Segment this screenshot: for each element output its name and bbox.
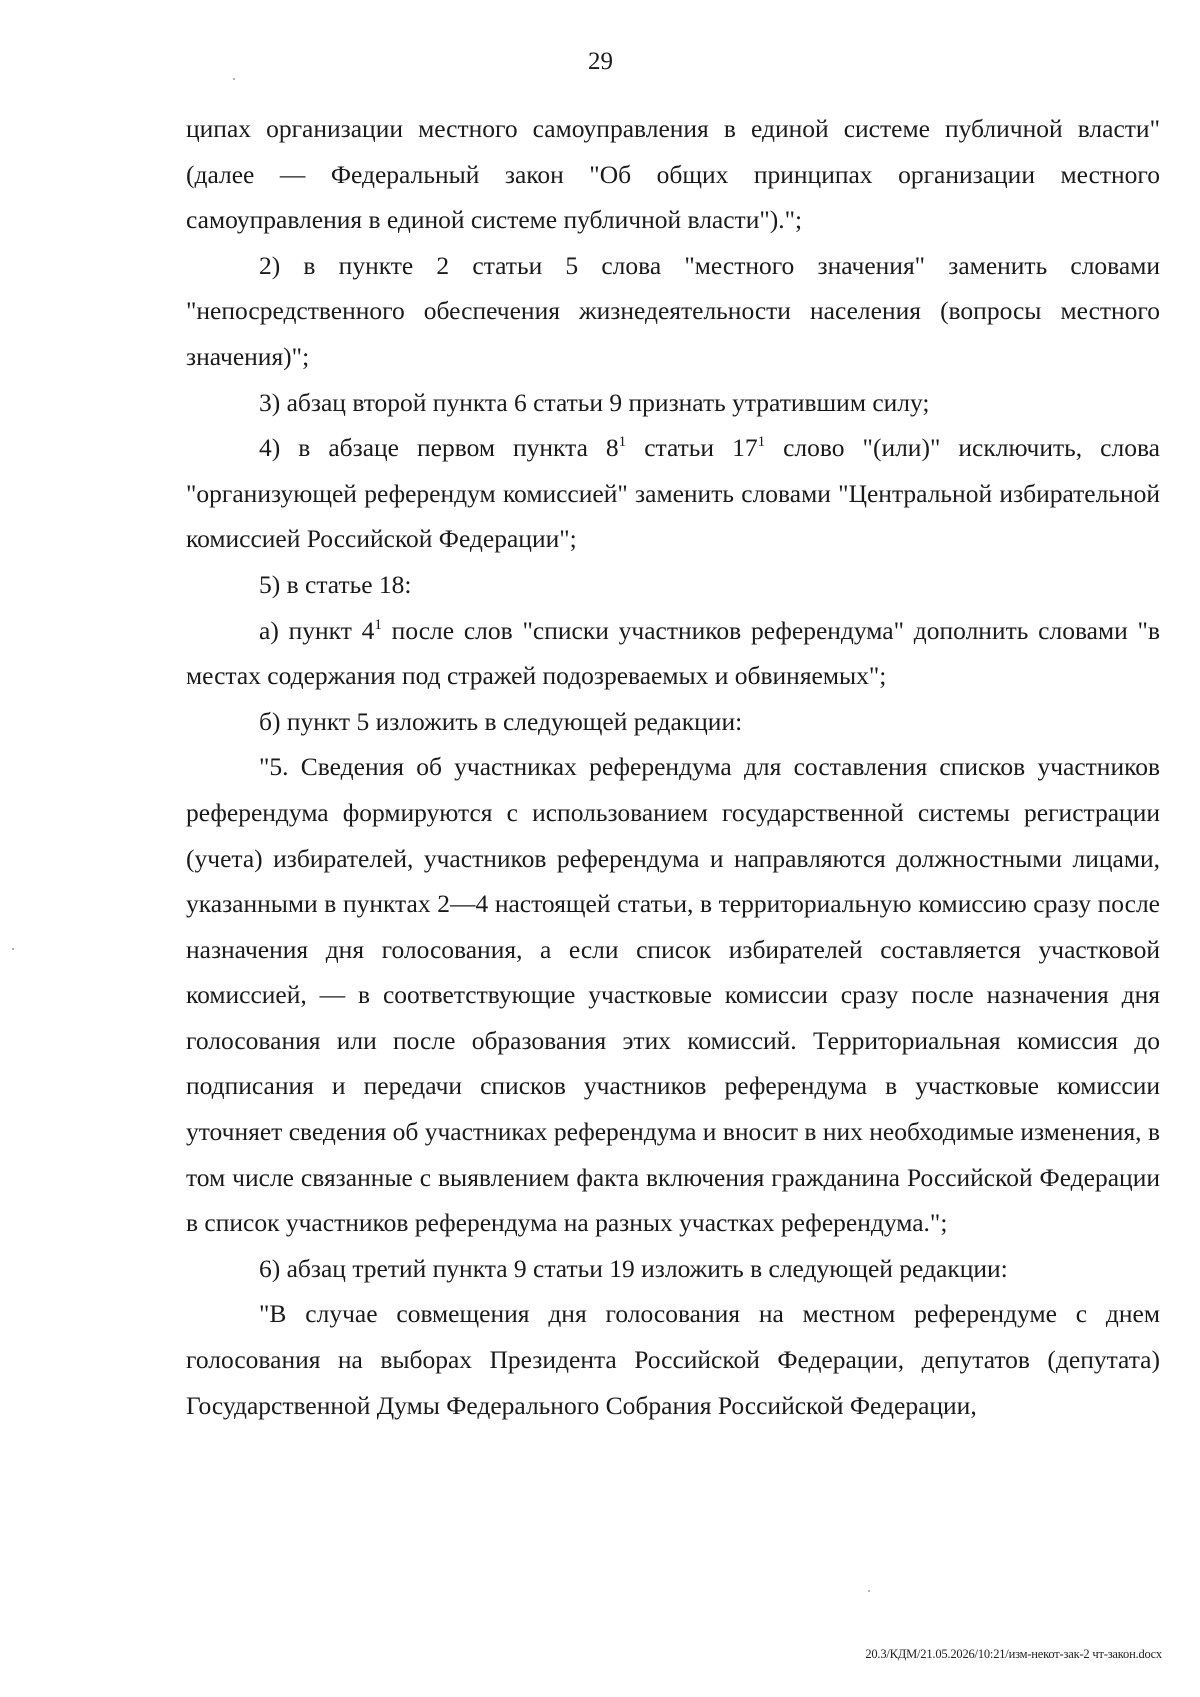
document-reference-footer: 20.3/КДМ/21.05.2026/10:21/изм-некот-зак-2 чт-закон.docx: [865, 1647, 1162, 1661]
scan-speck: [868, 1590, 870, 1592]
paragraph-item-4: [186, 425, 1160, 562]
superscript-1: 1: [618, 434, 627, 451]
paragraph-subitem-a: [186, 608, 1160, 699]
document-body: [186, 106, 1160, 1428]
paragraph-subitem-b: б) пункт 5 изложить в следующей редакции:: [259, 706, 743, 736]
paragraph-item-4-text-b: статьи 17: [626, 433, 758, 463]
paragraph-item-4-text-c: слово "(или)" исключить, слова "организующей референдум комиссией" заменить словами "Центральной избирательной комиссией Российской Федерации";: [186, 433, 1161, 554]
paragraph-item-4-text-a: 4) в абзаце первом пункта 8: [259, 433, 619, 463]
paragraph-item-2: 2) в пункте 2 статьи 5 слова "местного значения" заменить словами "непосредственного обеспечения жизнедеятельности населения (вопросы местного значения)";: [186, 250, 1160, 371]
quoted-paragraph-5: "5. Сведения об участниках референдума для составления списков участников референдума формируются с использованием государственной системы регистрации (учета) избирателей, участников референдума и направляются должностными лицами, указанными в пунктах 2—4 настоящей статьи, в территориальную комиссию сразу после назначения дня голосования, а если список избирателей составляется участковой комиссией, — в соответствующие участковые комиссии сразу после назначения дня голосования или после образования этих комиссий. Территориальная комиссия до подписания и передачи списков участников референдума в участковые комиссии уточняет сведения об участниках референдума и вносит в них необходимые изменения, в том числе связанные с выявлением факта включения гражданина Российской Федерации в список участников референдума на разных участках референдума.";: [186, 752, 1160, 1238]
paragraph-continuation: ципах организации местного самоуправления в единой системе публичной власти" (далее — Федеральный закон "Об общих принципах организации местного самоуправления в единой системе публичной власти").";: [186, 114, 1160, 235]
superscript-1: 1: [757, 434, 766, 451]
paragraph-item-3: 3) абзац второй пункта 6 статьи 9 признать утратившим силу;: [259, 387, 930, 417]
quoted-paragraph-combined-voting: "В случае совмещения дня голосования на местном референдуме с днем голосования на выборах Президента Российской Федерации, депутатов (депутата) Государственной Думы Федерального Собрания Российской Федерации,: [186, 1299, 1160, 1420]
superscript-1: 1: [374, 616, 382, 633]
paragraph-item-5: 5) в статье 18:: [259, 569, 412, 599]
paragraph-subitem-a-text-b: после слов "списки участников референдума" дополнить словами "в местах содержания под стражей подозреваемых и обвиняемых";: [186, 615, 1160, 691]
scan-speck: [233, 78, 235, 80]
page-number: 29: [588, 48, 613, 75]
scan-speck: [12, 948, 14, 950]
paragraph-item-6: 6) абзац третий пункта 9 статьи 19 изложить в следующей редакции:: [259, 1253, 1008, 1283]
paragraph-subitem-a-text-a: а) пункт 4: [259, 615, 375, 645]
